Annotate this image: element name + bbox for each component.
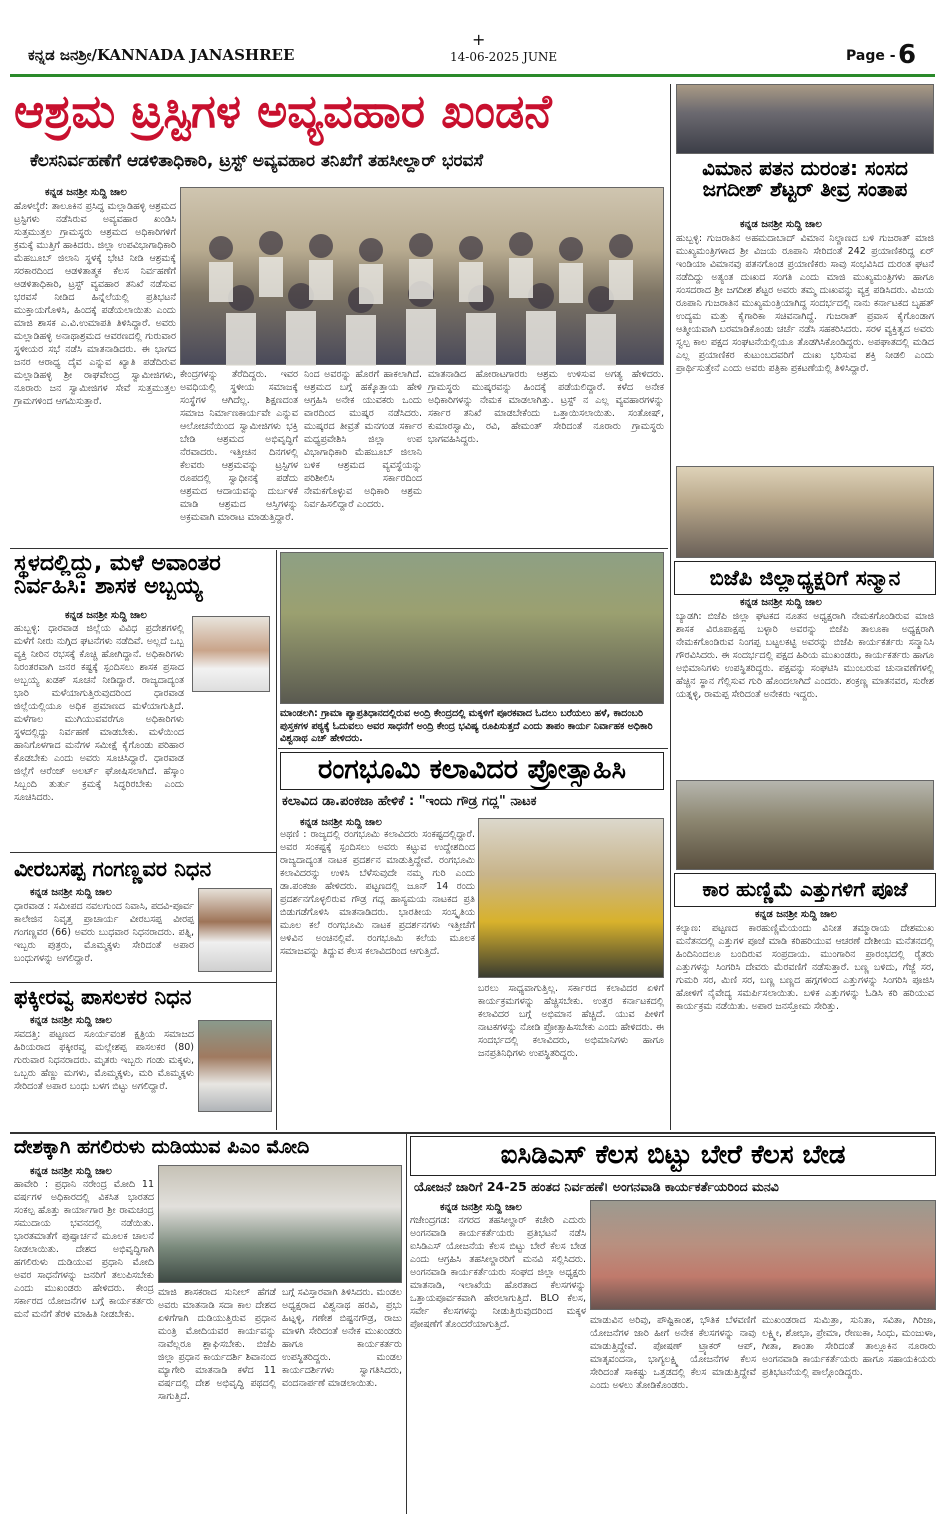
section-divider-4 <box>10 852 276 853</box>
shaasaka-body-bottom <box>14 694 272 850</box>
mp-photo <box>676 84 934 154</box>
shaasaka-body-top: ಹುಬ್ಬಳ್ಳಿ: ಧಾರವಾಡ ಜಿಲ್ಲೆಯ ವಿವಿಧ ಪ್ರದೇಶಗಳಲ್ಲಿ ಮಳೆಗೆ ನೀರು ನುಗ್ಗಿದ ಘಟನೆಗಳು ನಡೆದಿವೆ. ಅಲ್ಲದೆ ಒಬ್ಬ ವ್ಯಕ್ತಿ ನೀರಿನ ರಭಸಕ್ಕೆ ಕೊಚ್ಚಿ ಹೋಗಿದ್ದಾನೆ. ಅಧಿಕಾರಿಗಳು ನಿರಂತರವಾಗಿ ಜನರ ಕಷ್ಟಕ್ಕೆ ಸ್ಪಂದಿಸಲು ಶಾಸಕ ಪ್ರಸಾದ ಅಬ್ಬಯ್ಯ ಖಡಕ್ ಸೂಚನೆ ನೀಡಿದ್ದಾರೆ. ರಾಜ್ಯದಾದ್ಯಂತ ಭಾರಿ ಮಳೆಯಾಗುತ್ತಿರುವುದರಿಂದ ಧಾರವಾಡ ಜಿಲ್ಲೆಯಲ್ಲಿಯೂ ಅಧಿಕ ಪ್ರಮಾಣದ ಮಳೆಯಾಗುತ್ತಿದೆ. ಮಳೆಗಾಲ ಮುಗಿಯುವವರೆಗೂ ಅಧಿಕಾರಿಗಳು ಸ್ಥಳದಲ್ಲಿದ್ದು ನಿರ್ವಹಣೆ ಮಾಡಬೇಕು. ಮಳೆಯಿಂದ ಹಾನಿಗೊಳಗಾದ ಮನೆಗಳ ಸಮೀಕ್ಷೆ ಕೈಗೊಂಡು ಪರಿಹಾರ ಕೊಡಬೇಕು ಎಂದು ಅವರು ಸೂಚಿಸಿದ್ದಾರೆ. ಧಾರವಾಡ ಜಿಲ್ಲೆಗೆ ಆರೆಂಜ್ ಅಲರ್ಟ್ ಘೋಷಿಸಲಾಗಿದೆ. ಹೆಸ್ಕಾಂ ಸಿಬ್ಬಂದಿ ತುರ್ತು ಕ್ರಮಕ್ಕೆ ಸಿದ್ಧರಿರಬೇಕು ಎಂದು ಸೂಚಿಸಿದರು. <box>14 623 184 803</box>
registration-mark-icon: + <box>472 30 486 49</box>
obit2-headline: ಫಕ್ಕೀರವ್ವ ಪಾಸಲಕರ ನಿಧನ <box>14 985 192 1009</box>
main-byline: ಕನ್ನಡ ಜನಶ್ರೀ ಸುದ್ದಿ ಜಾಲ <box>45 187 127 198</box>
ranga-headline: ರಂಗಭೂಮಿ ಕಲಾವಿದರ ಪ್ರೋತ್ಸಾಹಿಸಿ <box>280 752 664 790</box>
main-col-3: ನಿಂದ ಅವರನ್ನು ಹೊರಗೆ ಹಾಕಲಾಗಿದೆ. ಆಶ್ರಮದ ಬಗ್ಗೆ ಹಕ್ಕೊತ್ತಾಯ ಹೇಳಿ ಆಗ್ರಹಿಸಿ ಅನೇಕ ಯುವಕರು ಒಂದು ವಾರದಿಂದ ಮುಷ್ಕರ ನಡೆಸಿದರು. ಮುಷ್ಕರದ ತೀವ್ರತೆ ಮನಗಂಡ ಸರ್ಕಾರ ಮಧ್ಯಪ್ರವೇಶಿಸಿ ಜಿಲ್ಲಾ ಉಪ ವಿಭಾಗಾಧಿಕಾರಿ ಮೆಹಬೂಬ್ ಜಿಲಾನಿ ಬಳಿಕ ಆಶ್ರಮದ ವ್ಯವಸ್ಥೆಯನ್ನು ಪರಿಶೀಲಿಸಿ ಸರ್ಕಾರದಿಂದ ನೇಮಕಗೊಳ್ಳುವ ಅಧಿಕಾರಿ ಆಶ್ರಮ ನಿರ್ವಹಿಸಲಿದ್ದಾರೆ ಎಂದರು. <box>304 369 422 510</box>
column-divider-2 <box>276 550 277 1130</box>
icds-byline: ಕನ್ನಡ ಜನಶ್ರೀ ಸುದ್ದಿ ಜಾಲ <box>440 1202 522 1213</box>
column-divider-3 <box>406 1134 407 1514</box>
masthead-rule <box>10 74 935 77</box>
obit1-byline: ಕನ್ನಡ ಜನಶ್ರೀ ಸುದ್ದಿ ಜಾಲ <box>30 887 112 898</box>
masthead <box>0 0 945 78</box>
pm-col-2: ಮಾಜಿ ಶಾಸಕರಾದ ಸುನೀಲ್ ಹೆಗಡೆ ಅವರು ಮಾತನಾಡಿ ಸದಾ ಕಾಲ ದೇಶದ ಏಳಿಗೆಗಾಗಿ ದುಡಿಯುತ್ತಿರುವ ಪ್ರಧಾನ ಮಂತ್ರಿ ಮೋದಿಯವರ ಕಾರ್ಯವನ್ನು ನಾವೆಲ್ಲರೂ ಶ್ಲಾಘಿಸಬೇಕು. ಬಿಜೆಪಿ ಜಿಲ್ಲಾ ಪ್ರಧಾನ ಕಾರ್ಯದರ್ಶಿ ಶಿವಾನಂದ ಮ್ಯಾಗೇರಿ ಮಾತನಾಡಿ ಕಳೆದ 11 ವರ್ಷದಲ್ಲಿ ದೇಶ ಅಭಿವೃದ್ಧಿ ಪಥದಲ್ಲಿ ಸಾಗುತ್ತಿದೆ. <box>158 1287 276 1402</box>
bjp-body: ಬ್ಯಾಡಗಿ: ಬಿಜೆಪಿ ಜಿಲ್ಲಾ ಘಟಕದ ನೂತನ ಅಧ್ಯಕ್ಷರಾಗಿ ನೇಮಕಗೊಂಡಿರುವ ಮಾಜಿ ಶಾಸಕ ವಿರೂಪಾಕ್ಷಪ್ಪ ಬಳ್ಳಾರಿ ಅವರನ್ನು ಬಿಜೆಪಿ ತಾಲೂಕಾ ಅಧ್ಯಕ್ಷರಾಗಿ ನೇಮಕಗೊಂಡಿರುವ ನಿಂಗಪ್ಪ ಬಟ್ಟಲಕಟ್ಟಿ ಅವರನ್ನು ಬಿಜೆಪಿ ಕಾರ್ಯಕರ್ತರು ಸನ್ಮಾನಿಸಿ ಗೌರವಿಸಿದರು. ಈ ಸಂದರ್ಭದಲ್ಲಿ ಪಕ್ಷದ ಹಿರಿಯ ಮುಖಂಡರು, ಕಾರ್ಯಕರ್ತರು ಹಾಗೂ ಅಭಿಮಾನಿಗಳು ಉಪಸ್ಥಿತರಿದ್ದರು. ಪಕ್ಷವನ್ನು ಸಂಘಟಿಸಿ ಮುಂಬರುವ ಚುನಾವಣೆಗಳಲ್ಲಿ ಹೆಚ್ಚಿನ ಸ್ಥಾನ ಗೆಲ್ಲಿಸುವ ಗುರಿ ಹೊಂದಲಾಗಿದೆ ಎಂದರು. ಶಂಕ್ರಣ್ಣ ಮಾತನವರ, ಸುರೇಶ ಯತ್ನಳ್ಳಿ, ರಾಮಪ್ಪ ಸೇರಿದಂತೆ ಅನೇಕರು ಇದ್ದರು. <box>676 611 934 700</box>
icds-subheadline: ಯೋಜನೆ ಜಾರಿಗೆ 24-25 ಹಂತದ ನಿರ್ವಹಣೆ। ಅಂಗನವಾಡಿ ಕಾರ್ಯಕರ್ತೆಯರಿಂದ ಮನವಿ <box>414 1179 779 1194</box>
section-divider <box>10 548 668 549</box>
icds-col-3: ಮುಖಂಡರಾದ ಸುಮಿತ್ರಾ, ಸುನಿತಾ, ಸವಿತಾ, ಗಿರಿಜಾ, ಲಕ್ಷ್ಮೀ, ಶೋಭಾ, ಪ್ರೇಮಾ, ರೇಣುಕಾ, ಸಿಂಧು, ಮಂಜುಳಾ, ಗೀತಾ, ಶಾಂತಾ ಸೇರಿದಂತೆ ತಾಲ್ಲೂಕಿನ ನೂರಾರು ಅಂಗನವಾಡಿ ಕಾರ್ಯಕರ್ತೆಯರು ಹಾಗೂ ಸಹಾಯಕಿಯರು ಪ್ರತಿಭಟನೆಯಲ್ಲಿ ಪಾಲ್ಗೊಂಡಿದ್ದರು. <box>762 1315 936 1378</box>
obit1-headline: ವೀರಬಸಪ್ಪ ಗಂಗಣ್ಣವರ ನಿಧನ <box>14 857 212 881</box>
shaasaka-byline: ಕನ್ನಡ ಜನಶ್ರೀ ಸುದ್ದಿ ಜಾಲ <box>65 610 147 621</box>
main-col-1: ಹೊಳಲ್ಕೆರೆ: ತಾಲೂಕಿನ ಪ್ರಸಿದ್ಧ ಮಲ್ಲಾಡಿಹಳ್ಳಿ ಆಶ್ರಮದ ಟ್ರಸ್ಟಿಗಳು ನಡೆಸಿರುವ ಅವ್ಯವಹಾರ ಖಂಡಿಸಿ ಸುತ್ತಮುತ್ತಲ ಗ್ರಾಮಸ್ಥರು ಆಶ್ರಮದ ಅಧಿಕಾರಿಗಳಿಗೆ ಕ್ರಮಕ್ಕೆ ಮುತ್ತಿಗೆ ಹಾಕಿದರು. ಜಿಲ್ಲಾ ಉಪವಿಭಾಗಾಧಿಕಾರಿ ಮೆಹಬೂಬ್ ಜಿಲಾನಿ ಸ್ಥಳಕ್ಕೆ ಭೇಟಿ ನೀಡಿ ಆಶ್ರಮಕ್ಕೆ ಸರಕಾರದಿಂದ ಆಡಳಿತಾತ್ಮಕ ಕೆಲಸ ನಿರ್ವಹಣೆಗೆ ಆಡಳಿತಾಧಿಕಾರಿ, ಟ್ರಸ್ಟ್ ವ್ಯವಹಾರ ತನಿಖೆ ನಡೆಸುವ ಭರವಸೆ ನೀಡಿದ ಹಿನ್ನೆಲೆಯಲ್ಲಿ ಪ್ರತಿಭಟನೆ ಮುಕ್ತಾಯಗೊಳಿಸಿ, ಹಿಂದಕ್ಕೆ ಪಡೆಯಲಾಯಿತು ಎಂದು ಮಾಜಿ ಶಾಸಕ ಎ.ವಿ.ಉಮಾಪತಿ ತಿಳಿಸಿದ್ದಾರೆ. ಅವರು ಮಲ್ಲಾಡಿಹಳ್ಳಿ ಅನಾಥಾಶ್ರಮದ ಆವರಣದಲ್ಲಿ ಗುರುವಾರ ಸ್ಥಳೀಯರ ಸಭೆ ನಡೆಸಿ ಮಾತನಾಡಿದರು. ಈ ಭಾಗದ ಜನರ ಆರಾಧ್ಯ ದೈವ ಎನ್ನುವ ಖ್ಯಾತಿ ಪಡೆದಿರುವ ಮಲ್ಲಾಡಿಹಳ್ಳಿ ಶ್ರೀ ರಾಘವೇಂದ್ರ ಸ್ವಾಮೀಜಿಗಳು, ನೂರಾರು ಜನ ಸ್ವಾಮೀಜಿಗಳ ಸೇವೆ ಸುತ್ತಮುತ್ತಲ ಗ್ರಾಮಗಳಿಂದ ಆಗಮಿಸುತ್ತಾರೆ. <box>14 201 176 407</box>
section-divider-5 <box>10 982 276 983</box>
ranga-subheadline: ಕಲಾವಿದ ಡಾ.ಪಂಕಜಾ ಹೇಳಿಕೆ : "ಇಂದು ಗೌಡ್ರ ಗದ್ಲ" ನಾಟಕ <box>282 794 537 809</box>
ranga-col-2: ಬರಲು ಸಾಧ್ಯವಾಗುತ್ತಿಲ್ಲ. ಸರ್ಕಾರದ ಕಲಾವಿದರ ಏಳಿಗೆ ಕಾರ್ಯಕ್ರಮಗಳನ್ನು ಹೆಚ್ಚಿಸಬೇಕು. ಉತ್ತರ ಕರ್ನಾಟಕದಲ್ಲಿ ಕಲಾವಿದರ ಬಗ್ಗೆ ಅಭಿಮಾನ ಹೆಚ್ಚಿದೆ. ಯುವ ಪೀಳಿಗೆ ನಾಟಕಗಳನ್ನು ನೋಡಿ ಪ್ರೋತ್ಸಾಹಿಸಬೇಕು ಎಂದು ಹೇಳಿದರು. ಈ ಸಂದರ್ಭದಲ್ಲಿ ಕಲಾವಿದರು, ಅಭಿಮಾನಿಗಳು ಹಾಗೂ ಜನಪ್ರತಿನಿಧಿಗಳು ಉಪಸ್ಥಿತರಿದ್ದರು. <box>478 983 664 1059</box>
pm-byline: ಕನ್ನಡ ಜನಶ್ರೀ ಸುದ್ದಿ ಜಾಲ <box>30 1166 112 1177</box>
bjp-headline: ಬಿಜೆಪಿ ಜಿಲ್ಲಾಧ್ಯಕ್ಷರಿಗೆ ಸನ್ಮಾನ <box>674 561 936 595</box>
newspaper-title: ಕನ್ನಡ ಜನಶ್ರೀ/KANNADA JANASHREE <box>28 46 295 64</box>
column-divider <box>670 84 671 1130</box>
main-photo <box>180 187 664 365</box>
kara-byline: ಕನ್ನಡ ಜನಶ್ರೀ ಸುದ್ದಿ ಜಾಲ <box>755 909 837 920</box>
page-label: Page - <box>846 48 896 64</box>
obit2-portrait <box>198 1020 272 1112</box>
bjp-photo <box>676 466 934 558</box>
group-photo-illustration <box>181 188 665 366</box>
icds-col-2: ಮಾಡುವಿನ ಅರಿವು, ಪೌಷ್ಟಿಕಾಂಶ, ಭೌತಿಕ ಬೆಳವಣಿಗೆ ಯೋಜನೆಗಳ ಜಾರಿ ಹೀಗೆ ಅನೇಕ ಕೆಲಸಗಳನ್ನು ನಾವು ಮಾಡುತ್ತಿದ್ದೇವೆ. ಪೋಷಣ್ ಟ್ರ್ಯಾಕರ್ ಆಪ್, ಮಾತೃವಂದನಾ, ಭಾಗ್ಯಲಕ್ಷ್ಮಿ ಯೋಜನೆಗಳ ಕೆಲಸ ಸೇರಿದಂತೆ ಸಾಕಷ್ಟು ಒತ್ತಡದಲ್ಲಿ ಕೆಲಸ ಮಾಡುತ್ತಿದ್ದೇವೆ ಎಂದು ಅಳಲು ತೋಡಿಕೊಂಡರು. <box>590 1315 756 1391</box>
ranga-byline: ಕನ್ನಡ ಜನಶ್ರೀ ಸುದ್ದಿ ಜಾಲ <box>300 817 382 828</box>
pm-col-1: ಹಾವೇರಿ : ಪ್ರಧಾನಿ ನರೇಂದ್ರ ಮೋದಿ 11 ವರ್ಷಗಳ ಅಧಿಕಾರದಲ್ಲಿ ವಿಕಸಿತ ಭಾರತದ ಸಂಕಲ್ಪ ಹೊತ್ತು ಕಾರ್ಯಾಗಾರ ಶ್ರೀ ರಾಮಚಂದ್ರ ಸಮುದಾಯ ಭವನದಲ್ಲಿ ನಡೆಯಿತು. ಭಾರತಮಾತೆಗೆ ಪುಷ್ಪಾರ್ಚನೆ ಮೂಲಕ ಚಾಲನೆ ನೀಡಲಾಯಿತು. ದೇಶದ ಅಭಿವೃದ್ಧಿಗಾಗಿ ಹಗಲಿರುಳು ದುಡಿಯುವ ಪ್ರಧಾನಿ ಮೋದಿ ಅವರ ಸಾಧನೆಗಳನ್ನು ಜನರಿಗೆ ತಲುಪಿಸಬೇಕು ಎಂದು ಮುಖಂಡರು ಹೇಳಿದರು. ಕೇಂದ್ರ ಸರ್ಕಾರದ ಯೋಜನೆಗಳ ಬಗ್ಗೆ ಕಾರ್ಯಕರ್ತರು ಮನೆ ಮನೆಗೆ ತೆರಳಿ ಮಾಹಿತಿ ನೀಡಬೇಕು. <box>14 1179 154 1320</box>
icds-col-1: ಗಜೇಂದ್ರಗಡ: ನಗರದ ತಹಸೀಲ್ದಾರ್ ಕಚೇರಿ ಎದುರು ಅಂಗನವಾಡಿ ಕಾರ್ಯಕರ್ತೆಯರು ಪ್ರತಿಭಟನೆ ನಡೆಸಿ ಐಸಿಡಿಎಸ್ ಯೋಜನೆಯ ಕೆಲಸ ಬಿಟ್ಟು ಬೇರೆ ಕೆಲಸ ಬೇಡ ಎಂದು ಆಗ್ರಹಿಸಿ ತಹಸೀಲ್ದಾರರಿಗೆ ಮನವಿ ಸಲ್ಲಿಸಿದರು. ಅಂಗನವಾಡಿ ಕಾರ್ಯಕರ್ತೆಯರು ಸಂಘದ ಜಿಲ್ಲಾ ಅಧ್ಯಕ್ಷರು ಮಾತನಾಡಿ, ಇಲಾಖೆಯ ಹೊರತಾದ ಕೆಲಸಗಳನ್ನು ಒತ್ತಾಯಪೂರ್ವಕವಾಗಿ ಹೇರಲಾಗುತ್ತಿದೆ. BLO ಕೆಲಸ, ಸರ್ವೇ ಕೆಲಸಗಳನ್ನು ನೀಡುತ್ತಿರುವುದರಿಂದ ಮಕ್ಕಳ ಪೋಷಣೆಗೆ ತೊಂದರೆಯಾಗುತ್ತಿದೆ. <box>410 1215 586 1330</box>
main-headline: ಆಶ್ರಮ ಟ್ರಸ್ಟಿಗಳ ಅವ್ಯವಹಾರ ಖಂಡನೆ <box>14 84 552 138</box>
section-divider-3 <box>278 748 668 749</box>
kara-headline: ಕಾರ ಹುಣ್ಣಿಮೆ ಎತ್ತುಗಳಿಗೆ ಪೂಜೆ <box>674 873 936 907</box>
bjp-byline: ಕನ್ನಡ ಜನಶ್ರೀ ಸುದ್ದಿ ಜಾಲ <box>740 597 822 608</box>
ranga-col-1: ಅಥಣಿ : ರಾಜ್ಯದಲ್ಲಿ ರಂಗಭೂಮಿ ಕಲಾವಿದರು ಸಂಕಷ್ಟದಲ್ಲಿದ್ದಾರೆ. ಅವರ ಸಂಕಷ್ಟಕ್ಕೆ ಸ್ಪಂದಿಸಲು ಅವರು ಕಟ್ಟುವ ಉದ್ದೇಶದಿಂದ ರಾಜ್ಯದಾದ್ಯಂತ ನಾಟಕ ಪ್ರದರ್ಶನ ಮಾಡುತ್ತಿದ್ದೇವೆ. ರಂಗಭೂಮಿ ಕಲಾವಿದರನ್ನು ಉಳಿಸಿ ಬೆಳೆಸುವುದೇ ನಮ್ಮ ಗುರಿ ಎಂದು ಡಾ.ಪಂಕಜಾ ಹೇಳಿದರು. ಪಟ್ಟಣದಲ್ಲಿ ಜೂನ್ 14 ರಂದು ಪ್ರದರ್ಶನಗೊಳ್ಳಲಿರುವ ಗೌಡ್ರ ಗದ್ಲ ಹಾಸ್ಯಮಯ ನಾಟಕದ ಪ್ರತಿ ಬಿಡುಗಡೆಗೊಳಿಸಿ ಮಾತನಾಡಿದರು. ಭಾರತೀಯ ಸಂಸ್ಕೃತಿಯ ಮೂಲ ಕಲೆ ರಂಗಭೂಮಿ ನಾಟಕ ಪ್ರದರ್ಶನಗಳು ಇತ್ತೀಚೆಗೆ ಅಳಿವಿನ ಅಂಚಿನಲ್ಲಿವೆ. ರಂಗಭೂಮಿ ಕಲೆಯ ಮೂಲಕ ಸಮಾಜವನ್ನು ತಿದ್ದುವ ಕೆಲಸ ಕಲಾವಿದರಿಂದ ಆಗುತ್ತಿದೆ. <box>280 829 475 957</box>
vimana-headline: ವಿಮಾನ ಪತನ ದುರಂತ: ಸಂಸದ ಜಗದೀಶ್ ಶೆಟ್ಟರ್ ತೀವ್ರ ಸಂತಾಪ <box>702 156 908 201</box>
vimana-body: ಹುಬ್ಬಳ್ಳಿ: ಗುಜರಾತಿನ ಅಹಮದಾಬಾದ್ ವಿಮಾನ ನಿಲ್ದಾಣದ ಬಳಿ ಗುಜರಾತ್ ಮಾಜಿ ಮುಖ್ಯಮಂತ್ರಿಗಳಾದ ಶ್ರೀ ವಿಜಯ ರೂಪಾನಿ ಸೇರಿದಂತೆ 242 ಪ್ರಯಾಣಿಕರಿದ್ದ ಏರ್ ಇಂಡಿಯಾ ವಿಮಾನವು ಪತನಗೊಂಡ ಪ್ರಯಾಣಿಕರು ಸಾವು ಸಂಭವಿಸಿದ ದುರಂತ ಘಟನೆ ನಡೆದಿದ್ದು ಅತ್ಯಂತ ದುಃಖದ ಸಂಗತಿ ಎಂದು ಮಾಜಿ ಮುಖ್ಯಮಂತ್ರಿಗಳು ಹಾಗೂ ಸಂಸದರಾದ ಶ್ರೀ ಜಗದೀಶ ಶೆಟ್ಟರ ಅವರು ತಮ್ಮ ದುಃಖವನ್ನು ವ್ಯಕ್ತ ಪಡಿಸಿದರು. ವಿಜಯ ರೂಪಾನಿ ಗುಜರಾತಿನ ಮುಖ್ಯಮಂತ್ರಿಯಾಗಿದ್ದ ಸಂದರ್ಭದಲ್ಲಿ ನಾನು ಕರ್ನಾಟಕದ ಬೃಹತ್ ಉದ್ಯಮ ಮತ್ತು ಕೈಗಾರಿಕಾ ಸಚಿವನಾಗಿದ್ದೆ. ಗುಜರಾತ್ ಪ್ರವಾಸ ಕೈಗೊಂಡಾಗ ಆತ್ಮೀಯವಾಗಿ ಬರಮಾಡಿಕೊಂಡು ಚರ್ಚೆ ನಡೆಸಿ ಸಹಕರಿಸಿದರು. ಸರಳ ವ್ಯಕ್ತಿತ್ವದ ಅವರು ಸ್ವಲ್ಪ ಕಾಲ ಪಕ್ಷದ ಸಂಘಟನೆಯಲ್ಲಿಯೂ ತೊಡಗಿಸಿಕೊಂಡಿದ್ದರು. ಅಪಘಾತದಲ್ಲಿ ಮಡಿದ ಎಲ್ಲ ಪ್ರಯಾಣಿಕರ ಕುಟುಂಬದವರಿಗೆ ದುಃಖ ಭರಿಸುವ ಶಕ್ತಿ ನೀಡಲಿ ಎಂದು ಪ್ರಾರ್ಥಿಸುತ್ತೇನೆ ಎಂದು ಅವರು ಪತ್ರಿಕಾ ಪ್ರಕಟಣೆಯಲ್ಲಿ ತಿಳಿಸಿದ್ದಾರೆ. <box>676 233 934 374</box>
bullock-photo <box>676 780 934 870</box>
mla-portrait <box>192 616 270 692</box>
obit2-byline: ಕನ್ನಡ ಜನಶ್ರೀ ಸುದ್ದಿ ಜಾಲ <box>30 1015 112 1026</box>
main-col-2: ಕೇಂದ್ರಗಳನ್ನು ತೆರೆದಿದ್ದರು. ಇವರ ಅವಧಿಯಲ್ಲಿ ಸ್ಥಳೀಯ ಸಮಾಜಕ್ಕೆ ಸಂಸ್ಥೆಗಳ ಆಗಿದೆಲ್ಲ. ಶಿಕ್ಷಣದಂತ ಸಮಾಜ ನಿರ್ಮಾಣಕಾರ್ಯವೇ ಎನ್ನುವ ಆಲೋಚನೆಯಿಂದ ಸ್ವಾಮೀಜಿಗಳು ಭಕ್ತಿ ಬೇಡಿ ಆಶ್ರಮದ ಅಭಿವೃದ್ಧಿಗೆ ನೆರವಾದರು. ಇತ್ತೀಚಿನ ದಿನಗಳಲ್ಲಿ ಕೆಲವರು ಆಶ್ರಮವನ್ನು ಟ್ರಸ್ಟಿಗಳ ರೂಪದಲ್ಲಿ ಸ್ವಾಧೀನಕ್ಕೆ ಪಡೆದು ಆಶ್ರಮದ ಆದಾಯವನ್ನು ದುರ್ಬಳಕೆ ಮಾಡಿ ಆಶ್ರಮದ ಆಸ್ತಿಗಳನ್ನು ಅಕ್ರಮವಾಗಿ ಮಾರಾಟ ಮಾಡುತ್ತಿದ್ದಾರೆ. <box>180 369 298 523</box>
pm-col-3: ಬಗ್ಗೆ ಸವಿಸ್ತಾರವಾಗಿ ತಿಳಿಸಿದರು. ಮಂಡಲ ಅಧ್ಯಕ್ಷರಾದ ವಿಶ್ವನಾಥ ಹರವಿ, ಪ್ರಭು ಹಿಟ್ನಳ್ಳಿ, ಗಣೇಶ ಬಿಷ್ಟನಗೌಡ್ರ, ರಾಜು ಮಾಳಗಿ ಸೇರಿದಂತೆ ಅನೇಕ ಮುಖಂಡರು ಹಾಗೂ ಕಾರ್ಯಕರ್ತರು ಉಪಸ್ಥಿತರಿದ್ದರು. ಮಂಡಲ ಕಾರ್ಯದರ್ಶಿಗಳು ಸ್ವಾಗತಿಸಿದರು, ವಂದನಾರ್ಪಣೆ ಮಾಡಲಾಯಿತು. <box>282 1287 402 1389</box>
main-subheadline: ಕೆಲಸನಿರ್ವಹಣೆಗೆ ಆಡಳಿತಾಧಿಕಾರಿ, ಟ್ರಸ್ಟ್ ಅವ್ಯವಹಾರ ತನಿಖೆಗೆ ತಹಸೀಲ್ದಾರ್ ಭರವಸೆ <box>30 151 484 171</box>
obit1-body: ಧಾರವಾಡ : ಸಮೀಪದ ನವಲಗುಂದ ನಿವಾಸಿ, ಪದವಿ-ಪೂರ್ವ ಕಾಲೇಜಿನ ನಿವೃತ್ತ ಪ್ರಾಚಾರ್ಯ ವೀರಬಸಪ್ಪ ವೀರಪ್ಪ ಗಂಗಣ್ಣವರ (66) ಅವರು ಬುಧವಾರ ನಿಧನರಾದರು. ಪತ್ನಿ, ಇಬ್ಬರು ಪುತ್ರರು, ಮೊಮ್ಮಕ್ಕಳು ಸೇರಿದಂತೆ ಅಪಾರ ಬಂಧುಗಳನ್ನು ಅಗಲಿದ್ದಾರೆ. <box>14 901 194 964</box>
issue-date: 14-06-2025 JUNE <box>450 50 558 64</box>
bottom-section-rule <box>10 1132 935 1134</box>
vimana-byline: ಕನ್ನಡ ಜನಶ್ರೀ ಸುದ್ದಿ ಜಾಲ <box>740 219 822 230</box>
shaasaka-headline: ಸ್ಥಳದಲ್ಲಿದ್ದು, ಮಳೆ ಅವಾಂತರ ನಿರ್ವಹಿಸಿ: ಶಾಸಕ ಅಬ್ಬಯ್ಯ <box>14 551 221 600</box>
pm-event-photo <box>158 1165 402 1283</box>
kara-body: ಕಲ್ಯಾಣ: ಪಟ್ಟಣದ ಕಾರಹುಣ್ಣಿಮೆಯಂದು ವಿನೀತ ತಮ್ಮಾರಾಯ ದೇಶಮುಖ ಮನೆತನದಲ್ಲಿ ಎತ್ತುಗಳ ಪೂಜೆ ಮಾಡಿ ಕರಿಹರಿಯುವ ಆಚರಣೆ ದೇಶೀಯ ಮನೆತನದಲ್ಲಿ ಹಿಂದಿನಿಂದಲೂ ಬಂದಿರುವ ಸಂಪ್ರದಾಯ. ಮುಂಗಾರಿನ ಪ್ರಾರಂಭದಲ್ಲಿ ರೈತರು ಎತ್ತುಗಳನ್ನು ಸಿಂಗರಿಸಿ ದೇವರು ಮೆರವಣಿಗೆ ನಡೆಸುತ್ತಾರೆ. ಬಣ್ಣ ಬಳಿದು, ಗೆಜ್ಜೆ ಸರ, ಗುಮರಿ ಸರ, ಮಿಣಿ ಸರ, ಬಣ್ಣ ಬಣ್ಣದ ಹಗ್ಗಗಳಿಂದ ಎತ್ತುಗಳನ್ನು ಸಿಂಗರಿಸಿ ಪೂಜಿಸಿ ಹೋಳಿಗೆ ನೈವೇದ್ಯ ಸಮರ್ಪಿಸಲಾಯಿತು. ಬಳಿಕ ಎತ್ತುಗಳನ್ನು ಓಡಿಸಿ ಕರಿ ಹರಿಯುವ ಕಾರ್ಯಕ್ರಮ ನಡೆಯಿತು. ಅಪಾರ ಜನಸ್ತೋಮ ಸೇರಿತ್ತು. <box>676 923 934 1012</box>
icds-protest-photo <box>590 1200 936 1310</box>
page-number: 6 <box>898 40 917 70</box>
library-photo <box>280 552 664 704</box>
pm-headline: ದೇಶಕ್ಕಾಗಿ ಹಗಲಿರುಳು ದುಡಿಯುವ ಪಿಎಂ ಮೋದಿ <box>14 1136 310 1158</box>
artist-photo <box>478 818 664 978</box>
main-col-4: ಮಾತನಾಡಿದ ಹೋರಾಟಗಾರರು ಆಶ್ರಮ ಉಳಿಸುವ ಅಗತ್ಯ ಹೇಳಿದರು. ಗ್ರಾಮಸ್ಥರು ಮುಷ್ಕರವನ್ನು ಹಿಂದಕ್ಕೆ ಪಡೆಯಲಿದ್ದಾರೆ. ಕಳೆದ ಅನೇಕ ಅಧಿಕಾರಿಗಳನ್ನು ನೇಮಕ ಮಾಡಲಾಗಿತ್ತು. ಟ್ರಸ್ಟ್ ನ ಎಲ್ಲ ವ್ಯವಹಾರಗಳನ್ನು ಸರ್ಕಾರ ತನಿಖೆ ಮಾಡಬೇಕೆಂದು ಒತ್ತಾಯಿಸಲಾಯಿತು. ಸಂತೋಷ್, ಕುಮಾರಸ್ವಾಮಿ, ರವಿ, ಹೇಮಂತ್ ಸೇರಿದಂತೆ ನೂರಾರು ಗ್ರಾಮಸ್ಥರು ಭಾಗವಹಿಸಿದ್ದರು. <box>428 369 664 445</box>
obit1-portrait <box>198 888 272 972</box>
icds-headline: ಐಸಿಡಿಎಸ್ ಕೆಲಸ ಬಿಟ್ಟು ಬೇರೆ ಕೆಲಸ ಬೇಡ <box>410 1136 936 1176</box>
obit2-body: ಸವದತ್ತಿ: ಪಟ್ಟಣದ ಸೂರ್ಯವಂಶ ಕ್ಷತ್ರಿಯ ಸಮಾಜದ ಹಿರಿಯರಾದ ಫಕ್ಕೀರವ್ವ ಮಲ್ಲೇಶಪ್ಪ ಪಾಸಲಕರ (80) ಗುರುವಾರ ನಿಧನರಾದರು. ಮೃತರು ಇಬ್ಬರು ಗಂಡು ಮಕ್ಕಳು, ಒಬ್ಬರು ಹೆಣ್ಣು ಮಗಳು, ಮೊಮ್ಮಕ್ಕಳು, ಮರಿ ಮೊಮ್ಮಕ್ಕಳು ಸೇರಿದಂತೆ ಅಪಾರ ಬಂಧು ಬಳಗ ಬಿಟ್ಟು ಅಗಲಿದ್ದಾರೆ. <box>14 1029 194 1092</box>
library-caption: ಮಾಂಡಲಗಿ: ಗ್ರಾಮಾ ಪ್ಯಾಪ್ರತಿಧಾನದಲ್ಲಿರುವ ಅಂದ್ರಿ ಕೇಂದ್ರದಲ್ಲಿ ಮಕ್ಕಳಿಗೆ ಪೂರಕವಾದ ಓದಲು ಬರೆಯಲು ಹಳೆ, ಕಾದಂಬರಿ ಪುಸ್ತಕಗಳ ಪಠ್ಯಕ್ಕೆ ಓದುವಲು ಅವರ ಸಾಧನೆಗೆ ಅಂದ್ರಿ ಕೇಂದ್ರ ಭವಿಷ್ಯ ರೂಪಿಸುತ್ತದೆ ಎಂದು ತಾಪಂ ಕಾರ್ಯ ನಿರ್ವಾಹಕ ಅಧಿಕಾರಿ ವಿಶ್ವನಾಥ ಎಚ್ ಹೇಳಿದರು. <box>280 708 653 744</box>
